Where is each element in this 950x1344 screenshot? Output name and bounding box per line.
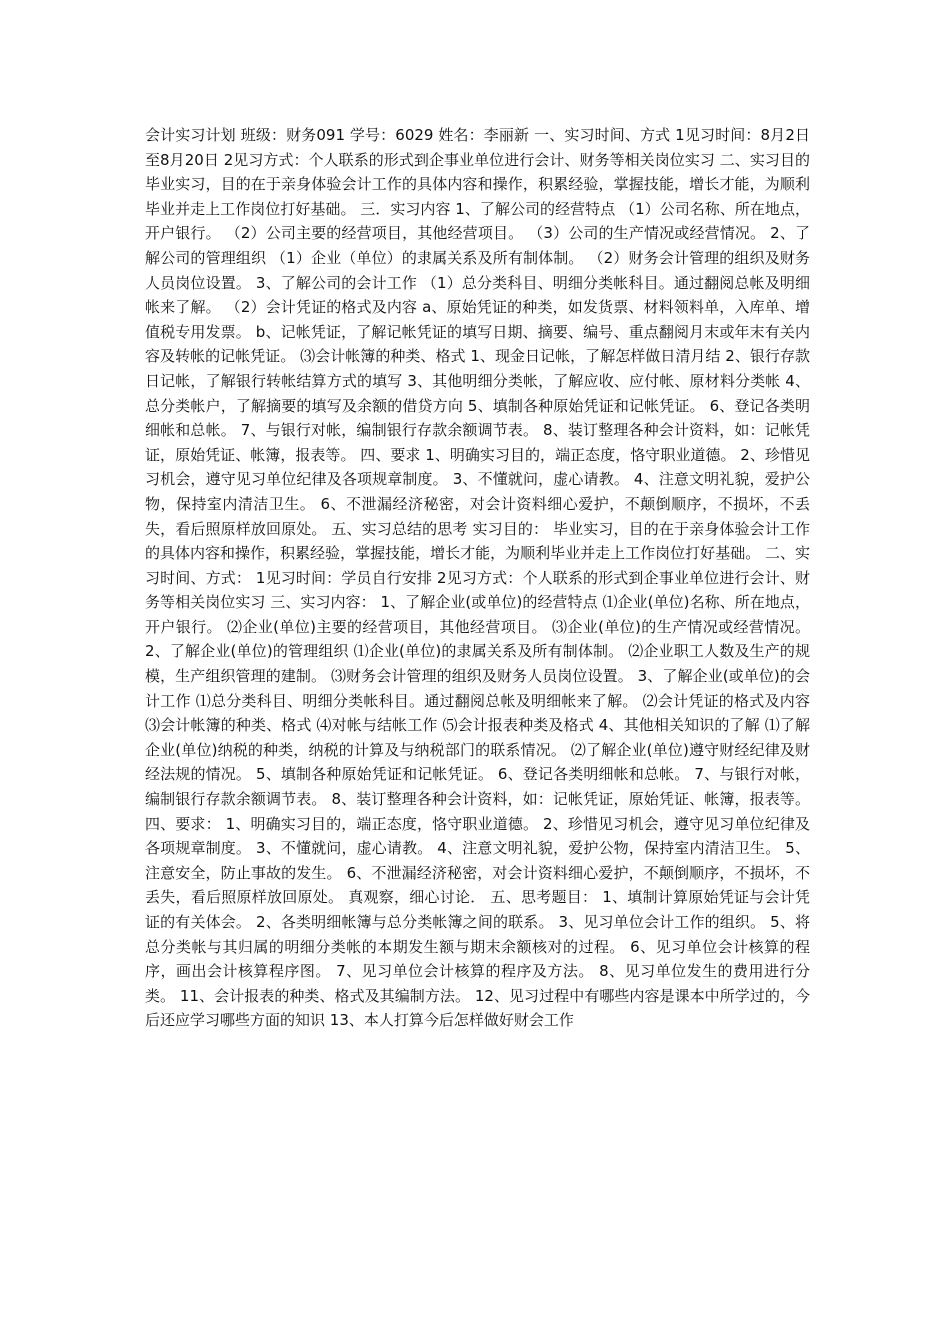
document-body-paragraph: 会计实习计划 班级：财务091 学号：6029 姓名：李丽新 一、实习时间、方式 1见习时间：8月2日至8月20日 2见习方式：个人联系的形式到企事业单位进行会计、财务等相关岗位实习 二、实习目的 毕业实习，目的在于亲身体验会计工作的具体内容和操作，积累经验，掌握技能，增长才能，为顺利毕业并走上工作岗位打好基础。 三．实习内容 1、了解公司的经营特点 （1）公司名称、所在地点，开户银行。 （2）公司主要的经营项目，其他经营项目。 （3）公司的生产情况或经营情况。 2、了解公司的管理组织 （1）企业（单位）的隶属关系及所有制体制。 （2）财务会计管理的组织及财务人员岗位设置。 3、了解公司的会计工作 （1）总分类科目、明细分类帐科目。通过翻阅总帐及明细帐来了解。 （2）会计凭证的格式及内容 a、原始凭证的种类，如发货票、材料领料单，入库单、增值税专用发票。 b、记帐凭证，了解记帐凭证的填写日期、摘要、编号、重点翻阅月末或年末有关内容及转帐的记帐凭证。 ⑶会计帐簿的种类、格式 1、现金日记帐，了解怎样做日清月结 2、银行存款日记帐，了解银行转帐结算方式的填写 3、其他明细分类帐，了解应收、应付帐、原材料分类帐 4、总分类帐户，了解摘要的填写及余额的借贷方向 5、填制各种原始凭证和记帐凭证。 6、登记各类明细帐和总帐。 7、与银行对帐，编制银行存款余额调节表。 8、装订整理各种会计资料，如：记帐凭证，原始凭证、帐簿，报表等。 四、要求 1、明确实习目的，端正态度，恪守职业道德。 2、珍惜见习机会，遵守见习单位纪律及各项规章制度。 3、不懂就问，虚心请教。 4、注意文明礼貌，爱护公物，保持室内清洁卫生。 6、不泄漏经济秘密，对会计资料细心爱护，不颠倒顺序，不损坏，不丢失，看后照原样放回原处。 五、实习总结的思考 实习目的： 毕业实习，目的在于亲身体验会计工作的具体内容和操作，积累经验，掌握技能，增长才能，为顺利毕业并走上工作岗位打好基础。 二、实习时间、方式： 1见习时间：学员自行安排 2见习方式：个人联系的形式到企事业单位进行会计、财务等相关岗位实习 三、实习内容： 1、了解企业(或单位)的经营特点 ⑴企业(单位)名称、所在地点，开户银行。 ⑵企业(单位)主要的经营项目，其他经营项目。 ⑶企业(单位)的生产情况或经营情况。 2、了解企业(单位)的管理组织 ⑴企业(单位)的隶属关系及所有制体制。 ⑵企业职工人数及生产的规模，生产组织管理的建制。 ⑶财务会计管理的组织及财务人员岗位设置。 3、了解企业(或单位)的会计工作 ⑴总分类科目、明细分类帐科目。通过翻阅总帐及明细帐来了解。 ⑵会计凭证的格式及内容 ⑶会计帐簿的种类、格式 ⑷对帐与结帐工作 ⑸会计报表种类及格式 4、其他相关知识的了解 ⑴了解企业(单位)纳税的种类，纳税的计算及与纳税部门的联系情况。 ⑵了解企业(单位)遵守财经纪律及财经法规的情况。 5、填制各种原始凭证和记帐凭证。 6、登记各类明细帐和总帐。 7、与银行对帐，编制银行存款余额调节表。 8、装订整理各种会计资料，如：记帐凭证，原始凭证、帐簿，报表等。 四、要求： 1、明确实习目的，端正态度，恪守职业道德。 2、珍惜见习机会，遵守见习单位纪律及各项规章制度。 3、不懂就问，虚心请教。 4、注意文明礼貌，爱护公物，保持室内清洁卫生。 5、注意安全，防止事故的发生。 6、不泄漏经济秘密，对会计资料细心爱护，不颠倒顺序，不损坏，不丢失，看后照原样放回原处。 真观察，细心讨论． 五、思考题目： 1、填制计算原始凭证与会计凭证的有关体会。 2、各类明细帐簿与总分类帐簿之间的联系。 3、见习单位会计工作的组织。 5、将总分类帐与其归属的明细分类帐的本期发生额与期末余额核对的过程。 6、见习单位会计核算的程序，画出会计核算程序图。 7、见习单位会计核算的程序及方法。 8、见习单位发生的费用进行分类。 11、会计报表的种类、格式及其编制方法。 12、见习过程中有哪些内容是课本中所学过的，今后还应学习哪些方面的知识 13、本人打算今后怎样做好财会工作: [145, 126, 810, 1030]
document-text-block: [145, 123, 810, 1033]
